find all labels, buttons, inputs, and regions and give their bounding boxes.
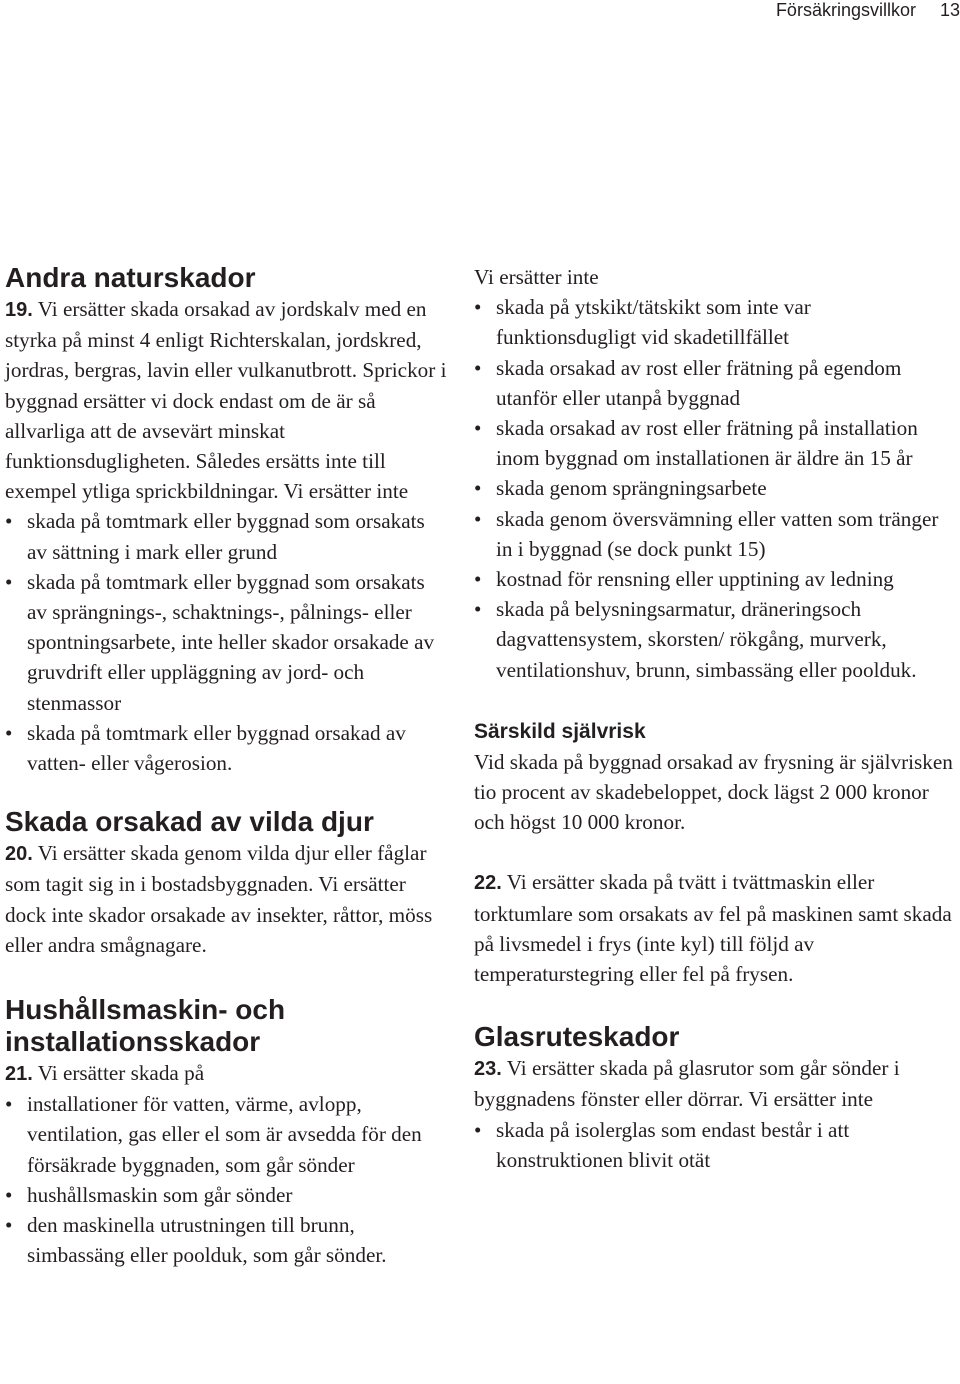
clause-number-20: 20. bbox=[5, 843, 33, 866]
list-item: • installationer för vatten, värme, avlopp, ventilation, gas eller el som är avsedda för den försäkrade byggnaden, som går sönder bbox=[5, 1089, 450, 1180]
section-hushallsmaskin bbox=[5, 994, 450, 1270]
heading-hushallsmaskin: Hushållsmaskin- och installationsskador bbox=[5, 994, 286, 1058]
list-item: • skada på tomtmark eller byggnad som orsakats av sprängnings-, schaktnings-, pålnings- eller spontningsarbete, inte heller skador orsakade av gruvdrift eller uppläggning av jord- och stenmassor bbox=[5, 567, 450, 718]
clause-number-23: 23. bbox=[474, 1058, 502, 1081]
section-undantag-21 bbox=[474, 262, 954, 685]
bullet-list-21 bbox=[5, 1089, 450, 1270]
section-vilda-djur bbox=[5, 806, 450, 960]
section-andra-naturskador bbox=[5, 262, 450, 778]
running-header bbox=[776, 0, 960, 22]
list-item: • skada orsakad av rost eller frätning på egendom utanför eller utanpå byggnad bbox=[474, 353, 954, 413]
left-column bbox=[5, 262, 450, 1270]
clause-number-19: 19. bbox=[5, 299, 33, 321]
bullet-list-exclusions bbox=[474, 292, 954, 685]
paragraph-20 bbox=[5, 838, 450, 960]
heading-andra-naturskador: Andra naturskador bbox=[5, 262, 256, 293]
list-item: • skada genom översvämning eller vatten som tränger in i byggnad (se dock punkt 15) bbox=[474, 504, 954, 564]
heading-vilda-djur: Skada orsakad av vilda djur bbox=[5, 806, 374, 838]
paragraph-22 bbox=[474, 867, 954, 989]
clause-text-22: Vi ersätter skada på tvätt i tvättmaskin eller torktumlare som orsakats av fel på maskinen samt skada på livsmedel i frys (inte kyl) till följd av temperaturstegring eller fel på frysen. bbox=[474, 870, 952, 987]
clause-text-23: Vi ersätter skada på glasrutor som går sönder i byggnadens fönster eller dörrar. Vi ersätter inte bbox=[474, 1056, 900, 1112]
list-item: • skada på isolerglas som endast består i att konstruktionen blivit otät bbox=[474, 1115, 954, 1175]
right-column bbox=[474, 262, 954, 1175]
list-item: • skada på tomtmark eller byggnad orsakad av vatten- eller vågerosion. bbox=[5, 718, 450, 778]
section-title: Försäkringsvillkor bbox=[775, 0, 916, 20]
list-item: • skada på ytskikt/tätskikt som inte var funktionsdugligt vid skadetillfället bbox=[474, 292, 954, 352]
list-item: • skada på belysningsarmatur, dräneringsoch dagvattensystem, skorsten/ rökgång, murverk, ventilationshuv, brunn, simbassäng eller poolduk. bbox=[474, 594, 954, 685]
section-glasruteskador bbox=[474, 1021, 954, 1175]
clause-number-21: 21. bbox=[5, 1063, 33, 1086]
list-item: • skada genom sprängningsarbete bbox=[474, 473, 954, 503]
list-item: • den maskinella utrustningen till brunn, simbassäng eller poolduk, som går sönder. bbox=[5, 1210, 450, 1270]
clause-text-21: Vi ersätter skada på bbox=[37, 1061, 205, 1086]
clause-text-19: Vi ersätter skada orsakad av jordskalv med en styrka på minst 4 enligt Richterskalan, jordskred, jordras, bergras, lavin eller vulkanutbrott. Sprickor i byggnad ersätter vi dock endast om de är så allvarliga att de avsevärt minskat funktionsdugligheten. Således ersätts inte till exempel ytliga sprickbildningar. Vi ersätter inte bbox=[5, 297, 447, 504]
paragraph-21 bbox=[5, 1058, 450, 1089]
list-item: • kostnad för rensning eller upptining av ledning bbox=[474, 564, 954, 594]
heading-glasruteskador: Glasruteskador bbox=[474, 1021, 680, 1053]
exclusions-intro: Vi ersätter inte bbox=[474, 265, 599, 289]
clause-text-20: Vi ersätter skada genom vilda djur eller fåglar som tagit sig in i bostadsbyggnaden. Vi ersätter dock inte skador orsakade av insekter, råttor, möss eller andra smågnagare. bbox=[5, 841, 433, 957]
list-item: • skada orsakad av rost eller frätning på installation inom byggnad om installationen är äldre än 15 år bbox=[474, 413, 954, 473]
paragraph-sjalvrisk: Vid skada på byggnad orsakad av frysning är självrisken tio procent av skadebeloppet, dock lägst 2 000 kronor och högst 10 000 kronor. bbox=[474, 749, 953, 835]
section-sarskild-sjalvrisk bbox=[474, 717, 954, 838]
paragraph-19 bbox=[5, 294, 450, 506]
list-item: • skada på tomtmark eller byggnad som orsakats av sättning i mark eller grund bbox=[5, 506, 450, 566]
list-item: • hushållsmaskin som går sönder bbox=[5, 1180, 450, 1210]
clause-number-22: 22. bbox=[474, 872, 502, 895]
paragraph-23 bbox=[474, 1053, 954, 1114]
bullet-list-19 bbox=[5, 506, 450, 778]
bullet-list-23 bbox=[474, 1115, 954, 1175]
page-number: 13 bbox=[939, 0, 960, 20]
heading-sarskild-sjalvrisk: Särskild självrisk bbox=[474, 719, 646, 743]
section-clause-22 bbox=[474, 867, 954, 989]
